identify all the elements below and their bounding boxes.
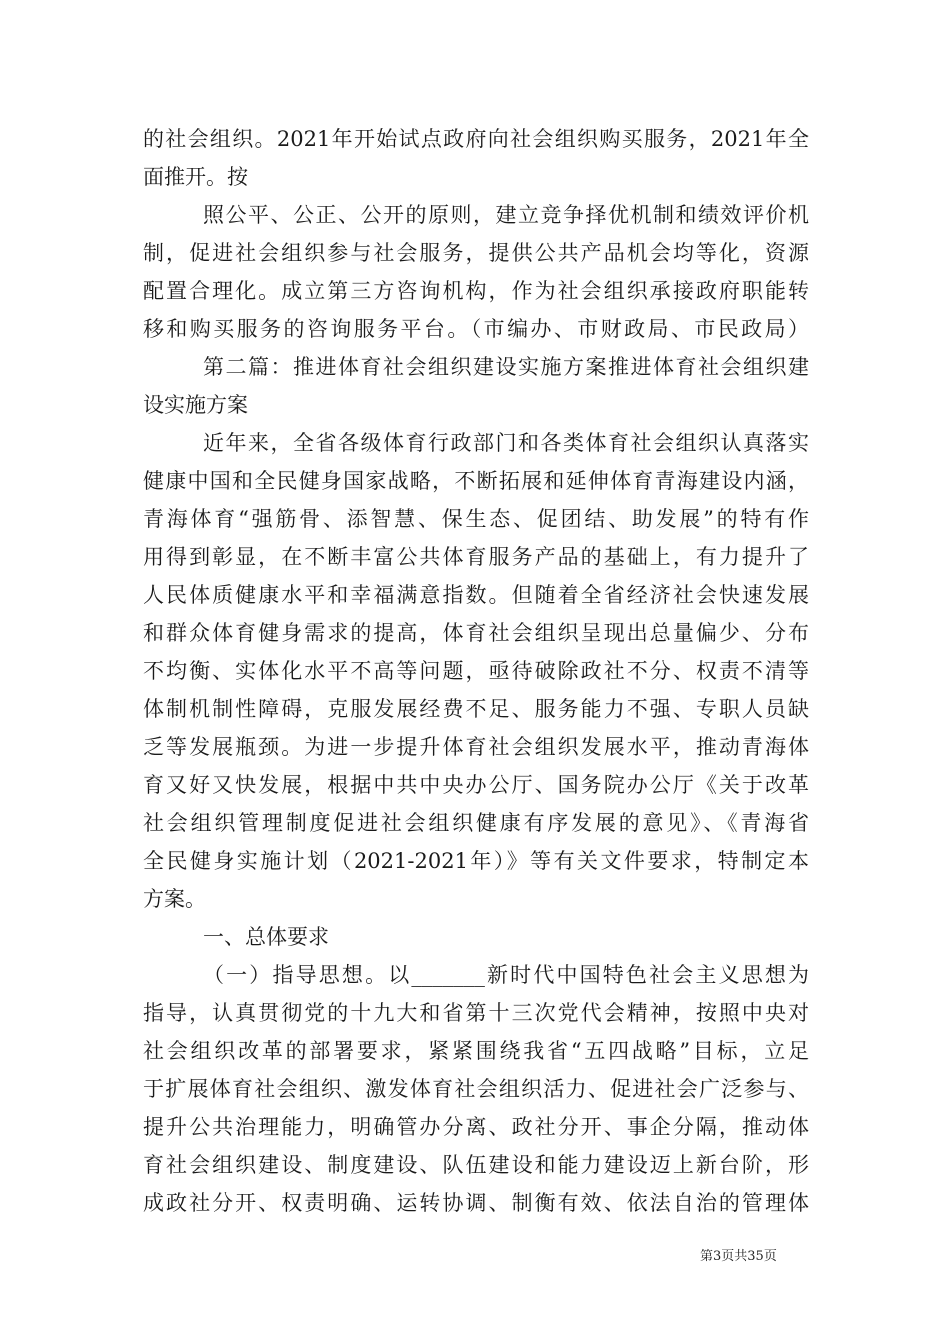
text-line: 用得到彰显，在不断丰富公共体育服务产品的基础上，有力提升了: [143, 545, 809, 569]
text-line: 健康中国和全民健身国家战略，不断拓展和延伸体育青海建设内涵，: [143, 469, 809, 493]
text-line: 照公平、公正、公开的原则，建立竞争择优机制和绩效评价机: [203, 203, 809, 227]
text-line: 设实施方案: [143, 393, 248, 417]
section-heading: 第二篇：推进体育社会组织建设实施方案推进体育社会组织建: [203, 355, 809, 379]
text-line: 和群众体育健身需求的提高，体育社会组织呈现出总量偏少、分布: [143, 621, 809, 645]
text-line: 成政社分开、权责明确、运转协调、制衡有效、依法自治的管理体: [143, 1191, 809, 1215]
text-line: 面推开。按: [143, 165, 248, 189]
text-line: 育社会组织建设、制度建设、队伍建设和能力建设迈上新台阶，形: [143, 1153, 809, 1177]
text-line: 制，促进社会组织参与社会服务，提供公共产品机会均等化，资源: [143, 241, 809, 265]
text-line: （一）指导思想。以_______新时代中国特色社会主义思想为: [203, 963, 809, 987]
text-line: 育又好又快发展，根据中共中央办公厅、国务院办公厅《关于改革: [143, 773, 809, 797]
text-line: 近年来，全省各级体育行政部门和各类体育社会组织认真落实: [203, 431, 809, 455]
section-heading: 一、总体要求: [203, 925, 329, 949]
text-line: 乏等发展瓶颈。为进一步提升体育社会组织发展水平，推动青海体: [143, 735, 809, 759]
text-line: 全民健身实施计划（2021-2021年）》等有关文件要求，特制定本: [143, 849, 809, 873]
text-line: 于扩展体育社会组织、激发体育社会组织活力、促进社会广泛参与、: [143, 1077, 809, 1101]
text-line: 社会组织管理制度促进社会组织健康有序发展的意见》、《青海省: [143, 811, 809, 835]
text-line: 移和购买服务的咨询服务平台。（市编办、市财政局、市民政局）: [143, 317, 809, 341]
text-line: 人民体质健康水平和幸福满意指数。但随着全省经济社会快速发展: [143, 583, 809, 607]
text-line: 不均衡、实体化水平不高等问题，亟待破除政社不分、权责不清等: [143, 659, 809, 683]
text-line: 社会组织改革的部署要求，紧紧围绕我省“五四战略”目标，立足: [143, 1039, 809, 1063]
page-number: 第3页共35页: [700, 1249, 777, 1264]
text-line: 方案。: [143, 887, 206, 911]
text-line: 配置合理化。成立第三方咨询机构，作为社会组织承接政府职能转: [143, 279, 809, 303]
text-line: 体制机制性障碍，克服发展经费不足、服务能力不强、专职人员缺: [143, 697, 809, 721]
text-line: 指导，认真贯彻党的十九大和省第十三次党代会精神，按照中央对: [143, 1001, 809, 1025]
document-body: [143, 120, 809, 1222]
text-line: 的社会组织。2021年开始试点政府向社会组织购买服务，2021年全: [143, 127, 809, 151]
text-line: 青海体育“强筋骨、添智慧、保生态、促团结、助发展”的特有作: [143, 507, 809, 531]
text-line: 提升公共治理能力，明确管办分离、政社分开、事企分隔，推动体: [143, 1115, 809, 1139]
